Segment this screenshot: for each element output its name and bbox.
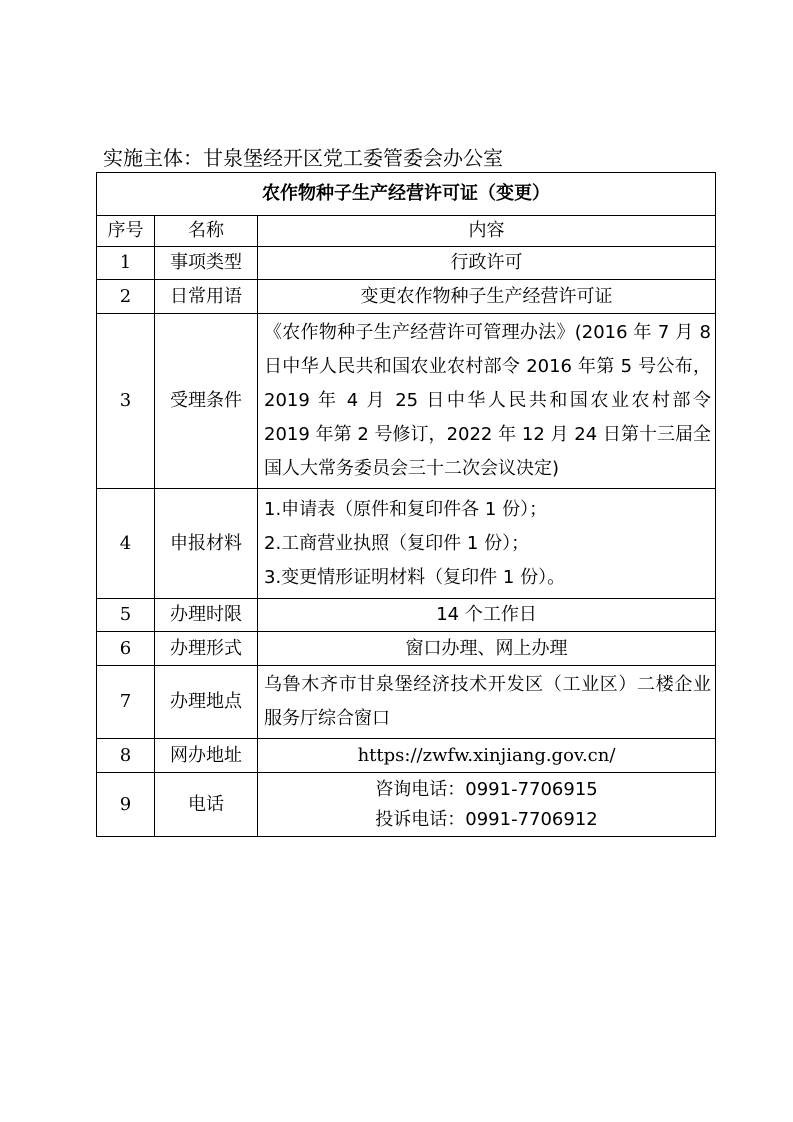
table-row-handling-location (97, 666, 716, 739)
table-title: 农作物种子生产经营许可证（变更） (97, 173, 716, 216)
row-name: 办理地点 (155, 666, 258, 739)
row-index: 9 (97, 773, 155, 837)
row-index: 2 (97, 280, 155, 314)
table-row-handling-form (97, 632, 716, 666)
table-row-online-address (97, 739, 716, 773)
header-index: 序号 (97, 216, 155, 247)
table-header-row (97, 216, 716, 247)
permit-info-table (96, 172, 716, 837)
row-content: 变更农作物种子生产经营许可证 (258, 280, 716, 314)
row-name: 电话 (155, 773, 258, 837)
row-index: 7 (97, 666, 155, 739)
complaint-phone: 投诉电话：0991-7706912 (375, 808, 598, 830)
material-item: 2.工商营业执照（复印件 1 份）； (264, 532, 530, 554)
table-row-common-name (97, 280, 716, 314)
row-name: 办理时限 (155, 599, 258, 632)
row-index: 6 (97, 632, 155, 666)
row-index: 4 (97, 489, 155, 599)
table-row-acceptance-conditions (97, 314, 716, 489)
header-content: 内容 (258, 216, 716, 247)
row-name: 网办地址 (155, 739, 258, 773)
table-row-phone (97, 773, 716, 837)
table-row-application-materials (97, 489, 716, 599)
row-name: 办理形式 (155, 632, 258, 666)
consult-phone: 咨询电话：0991-7706915 (375, 778, 598, 800)
row-content: 行政许可 (258, 247, 716, 280)
row-content (258, 489, 716, 599)
row-index: 8 (97, 739, 155, 773)
table-row-time-limit (97, 599, 716, 632)
row-content: 《农作物种子生产经营许可管理办法》(2016 年 7 月 8 日中华人民共和国农业农村部令 2016 年第 5 号公布，2019 年 4 月 25 日中华人民共和国农业农村部令 2019 年第 2 号修订，2022 年 12 月 24 日第十三届全国人大常务委员会三十二次会议决定) (258, 314, 716, 489)
header-name: 名称 (155, 216, 258, 247)
row-name: 受理条件 (155, 314, 258, 489)
online-service-link[interactable]: https://zwfw.xinjiang.gov.cn/ (258, 739, 716, 773)
row-content: 14 个工作日 (258, 599, 716, 632)
table-row-item-type (97, 247, 716, 280)
row-name: 事项类型 (155, 247, 258, 280)
row-name: 日常用语 (155, 280, 258, 314)
material-item: 1.申请表（原件和复印件各 1 份）； (264, 498, 548, 520)
material-item: 3.变更情形证明材料（复印件 1 份）。 (264, 566, 566, 588)
row-name: 申报材料 (155, 489, 258, 599)
implementing-agency: 实施主体：甘泉堡经开区党工委管委会办公室 (103, 146, 503, 170)
row-index: 3 (97, 314, 155, 489)
row-index: 1 (97, 247, 155, 280)
row-index: 5 (97, 599, 155, 632)
row-content: 乌鲁木齐市甘泉堡经济技术开发区（工业区）二楼企业服务厅综合窗口 (258, 666, 716, 739)
row-content (258, 773, 716, 837)
row-content: 窗口办理、网上办理 (258, 632, 716, 666)
